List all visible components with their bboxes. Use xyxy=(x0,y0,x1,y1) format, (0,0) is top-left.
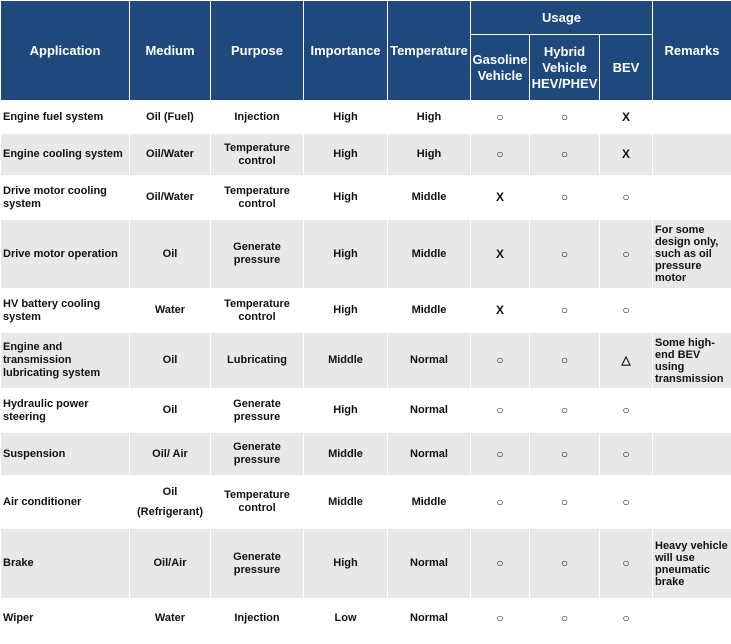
cell-medium-main: Oil xyxy=(162,485,178,498)
cell-remarks xyxy=(653,433,731,476)
cell-application: Brake xyxy=(1,529,130,599)
table-row xyxy=(1,599,731,639)
cell-purpose: Generate pressure xyxy=(211,433,304,476)
cell-application: Drive motor cooling system xyxy=(1,176,130,220)
cell-gasoline: ○ xyxy=(471,433,530,476)
cell-medium: Oil/Air xyxy=(130,529,211,599)
cell-temperature: Normal xyxy=(388,333,471,389)
cell-remarks xyxy=(653,389,731,433)
cell-temperature: Middle xyxy=(388,220,471,289)
cell-hybrid: ○ xyxy=(530,433,600,476)
cell-medium: Oil xyxy=(130,220,211,289)
cell-importance: High xyxy=(304,101,388,134)
cell-hybrid: ○ xyxy=(530,134,600,176)
cell-bev: ○ xyxy=(600,289,653,333)
cell-temperature: High xyxy=(388,134,471,176)
table-row xyxy=(1,289,731,333)
cell-temperature: Middle xyxy=(388,176,471,220)
table-row xyxy=(1,134,731,176)
cell-application: Hydraulic power steering xyxy=(1,389,130,433)
cell-importance: High xyxy=(304,176,388,220)
cell-gasoline: ○ xyxy=(471,529,530,599)
cell-importance: High xyxy=(304,134,388,176)
cell-purpose: Injection xyxy=(211,599,304,639)
cell-gasoline: ○ xyxy=(471,333,530,389)
cell-bev: ○ xyxy=(600,529,653,599)
cell-importance: High xyxy=(304,289,388,333)
cell-remarks: Heavy vehicle will use pneumatic brake xyxy=(653,529,731,599)
cell-purpose: Generate pressure xyxy=(211,220,304,289)
cell-medium: Oil/ Air xyxy=(130,433,211,476)
cell-hybrid: ○ xyxy=(530,333,600,389)
cell-gasoline: X xyxy=(471,289,530,333)
cell-application: Drive motor operation xyxy=(1,220,130,289)
cell-remarks xyxy=(653,101,731,134)
cell-application: Air conditioner xyxy=(1,476,130,529)
cell-bev: X xyxy=(600,134,653,176)
cell-temperature: Normal xyxy=(388,433,471,476)
cell-temperature: Normal xyxy=(388,599,471,639)
cell-medium: Oil/Water xyxy=(130,176,211,220)
cell-bev: △ xyxy=(600,333,653,389)
cell-purpose: Temperature control xyxy=(211,476,304,529)
cell-importance: High xyxy=(304,389,388,433)
cell-medium: Water xyxy=(130,289,211,333)
cell-bev: X xyxy=(600,101,653,134)
cell-temperature: Normal xyxy=(388,389,471,433)
cell-remarks: Some high-end BEV using transmission xyxy=(653,333,731,389)
cell-hybrid: ○ xyxy=(530,389,600,433)
cell-bev: ○ xyxy=(600,476,653,529)
cell-hybrid: ○ xyxy=(530,101,600,134)
cell-bev: ○ xyxy=(600,389,653,433)
header-purpose: Purpose xyxy=(211,1,304,101)
cell-hybrid: ○ xyxy=(530,529,600,599)
cell-importance: High xyxy=(304,529,388,599)
cell-remarks xyxy=(653,289,731,333)
header-usage: Usage xyxy=(471,1,653,35)
cell-hybrid: ○ xyxy=(530,220,600,289)
cell-importance: High xyxy=(304,220,388,289)
cell-bev: ○ xyxy=(600,433,653,476)
cell-gasoline: X xyxy=(471,176,530,220)
header-importance: Importance xyxy=(304,1,388,101)
cell-medium: Water xyxy=(130,599,211,639)
cell-gasoline: ○ xyxy=(471,389,530,433)
header-hybrid: Hybrid Vehicle HEV/PHEV xyxy=(530,35,600,101)
table-row xyxy=(1,220,731,289)
table-row xyxy=(1,176,731,220)
cell-application: Engine and transmission lubricating system xyxy=(1,333,130,389)
cell-purpose: Generate pressure xyxy=(211,389,304,433)
cell-purpose: Lubricating xyxy=(211,333,304,389)
cell-application: Engine cooling system xyxy=(1,134,130,176)
cell-remarks xyxy=(653,599,731,639)
cell-medium-note: (Refrigerant) xyxy=(136,505,203,518)
cell-bev: ○ xyxy=(600,220,653,289)
cell-hybrid: ○ xyxy=(530,176,600,220)
header-remarks: Remarks xyxy=(653,1,731,101)
table-row xyxy=(1,389,731,433)
cell-importance: Low xyxy=(304,599,388,639)
cell-remarks xyxy=(653,476,731,529)
cell-importance: Middle xyxy=(304,433,388,476)
cell-purpose: Generate pressure xyxy=(211,529,304,599)
cell-purpose: Temperature control xyxy=(211,289,304,333)
cell-importance: Middle xyxy=(304,333,388,389)
cell-purpose: Temperature control xyxy=(211,176,304,220)
cell-medium: Oil xyxy=(130,389,211,433)
header-application: Application xyxy=(1,1,130,101)
cell-gasoline: ○ xyxy=(471,134,530,176)
cell-application: Suspension xyxy=(1,433,130,476)
cell-application: HV battery cooling system xyxy=(1,289,130,333)
cell-hybrid: ○ xyxy=(530,289,600,333)
cell-hybrid: ○ xyxy=(530,599,600,639)
cell-temperature: Middle xyxy=(388,476,471,529)
cell-gasoline: ○ xyxy=(471,476,530,529)
cell-bev: ○ xyxy=(600,176,653,220)
cell-medium: Oil (Fuel) xyxy=(130,101,211,134)
cell-purpose: Injection xyxy=(211,101,304,134)
cell-remarks xyxy=(653,134,731,176)
cell-purpose: Temperature control xyxy=(211,134,304,176)
cell-application: Wiper xyxy=(1,599,130,639)
header-bev: BEV xyxy=(600,35,653,101)
cell-gasoline: ○ xyxy=(471,599,530,639)
table-row xyxy=(1,333,731,389)
cell-temperature: Middle xyxy=(388,289,471,333)
table-row xyxy=(1,101,731,134)
table-row xyxy=(1,529,731,599)
cell-application: Engine fuel system xyxy=(1,101,130,134)
table-row xyxy=(1,476,731,529)
cell-temperature: Normal xyxy=(388,529,471,599)
header-temperature: Temperature xyxy=(388,1,471,101)
cell-temperature: High xyxy=(388,101,471,134)
cell-medium xyxy=(130,476,211,529)
cell-hybrid: ○ xyxy=(530,476,600,529)
cell-importance: Middle xyxy=(304,476,388,529)
cell-remarks xyxy=(653,176,731,220)
cell-gasoline: X xyxy=(471,220,530,289)
cell-gasoline: ○ xyxy=(471,101,530,134)
cell-remarks: For some design only, such as oil pressure motor xyxy=(653,220,731,289)
header-medium: Medium xyxy=(130,1,211,101)
cell-medium: Oil xyxy=(130,333,211,389)
cell-medium: Oil/Water xyxy=(130,134,211,176)
cell-bev: ○ xyxy=(600,599,653,639)
table-row xyxy=(1,433,731,476)
header-gasoline: Gasoline Vehicle xyxy=(471,35,530,101)
